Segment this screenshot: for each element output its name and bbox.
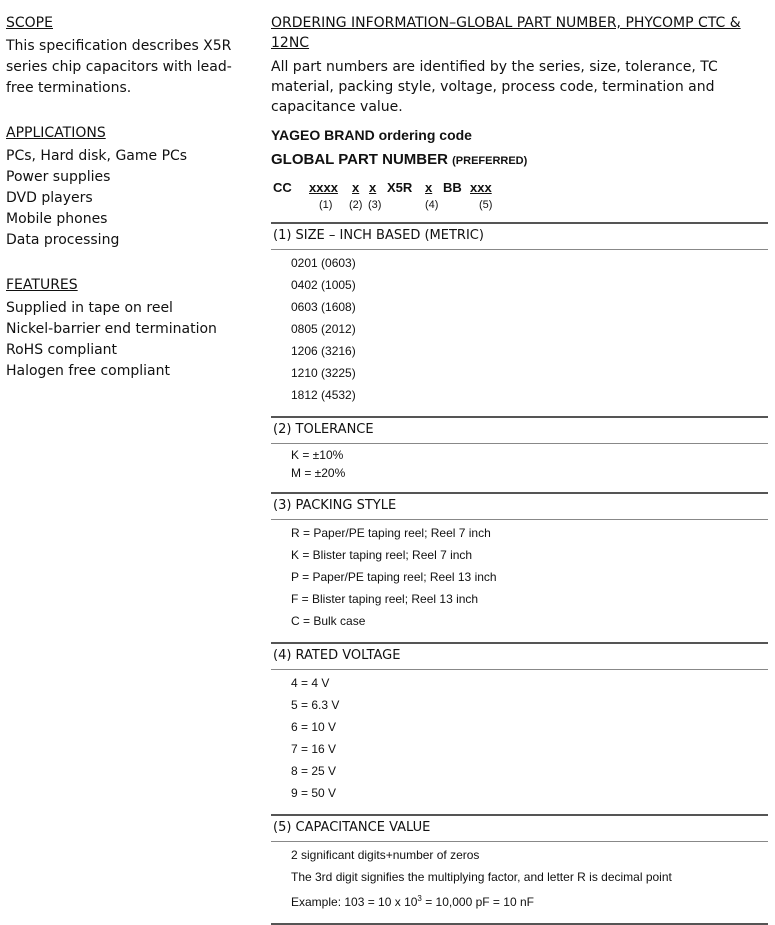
capacitance-item: The 3rd digit signifies the multiplying factor, and letter R is decimal point bbox=[291, 870, 672, 884]
tolerance-section bbox=[271, 416, 768, 492]
tolerance-item: M = ±20% bbox=[291, 466, 346, 480]
code-token-tc-material: X5R bbox=[387, 180, 413, 195]
packing-item: R = Paper/PE taping reel; Reel 7 inch bbox=[291, 526, 491, 540]
global-part-number-heading bbox=[271, 150, 768, 171]
feature-item: Nickel-barrier end termination bbox=[6, 321, 217, 337]
voltage-item: 8 = 25 V bbox=[291, 764, 337, 778]
scope-section bbox=[6, 13, 246, 99]
voltage-list bbox=[271, 669, 768, 814]
example-exponent: 3 bbox=[417, 894, 422, 903]
code-index: (5) bbox=[479, 199, 493, 211]
code-token-size: xxxx bbox=[309, 180, 338, 195]
size-item: 1812 (4532) bbox=[291, 388, 356, 402]
ordering-intro: All part numbers are identified by the series, size, tolerance, TC material, packing style, voltage, process code, termination and capacitance value. bbox=[271, 59, 718, 115]
scope-line: free terminations. bbox=[6, 80, 132, 96]
size-item: 1206 (3216) bbox=[291, 344, 356, 358]
code-token-series: CC bbox=[273, 180, 292, 195]
code-token-voltage: x bbox=[425, 180, 433, 195]
scope-line: series chip capacitors with lead- bbox=[6, 59, 232, 75]
packing-item: F = Blister taping reel; Reel 13 inch bbox=[291, 592, 479, 606]
packing-item: P = Paper/PE taping reel; Reel 13 inch bbox=[291, 570, 497, 584]
voltage-heading: (4) RATED VOLTAGE bbox=[273, 648, 401, 663]
application-item: Mobile phones bbox=[6, 211, 108, 227]
code-index: (3) bbox=[368, 199, 382, 211]
code-token-process: BB bbox=[443, 180, 462, 195]
scope-heading: SCOPE bbox=[6, 15, 53, 31]
brand-ordering-code-label: YAGEO BRAND ordering code bbox=[271, 127, 472, 143]
packing-item: C = Bulk case bbox=[291, 614, 366, 628]
size-item: 0402 (1005) bbox=[291, 278, 356, 292]
capacitance-heading: (5) CAPACITANCE VALUE bbox=[273, 820, 431, 835]
right-column bbox=[271, 13, 768, 925]
features-heading: FEATURES bbox=[6, 277, 78, 293]
packing-heading: (3) PACKING STYLE bbox=[273, 498, 397, 513]
size-item: 0805 (2012) bbox=[291, 322, 356, 336]
example-prefix: Example: 103 = 10 x 10 bbox=[291, 895, 418, 909]
application-item: PCs, Hard disk, Game PCs bbox=[6, 148, 188, 164]
size-heading: (1) SIZE – INCH BASED (METRIC) bbox=[273, 228, 484, 243]
size-item: 0603 (1608) bbox=[291, 300, 356, 314]
scope-line: This specification describes X5R bbox=[6, 38, 232, 54]
capacitance-list bbox=[271, 841, 768, 923]
tolerance-item: K = ±10% bbox=[291, 448, 344, 462]
part-number-code bbox=[271, 180, 768, 218]
application-item: DVD players bbox=[6, 190, 93, 206]
tolerance-heading: (2) TOLERANCE bbox=[273, 422, 374, 437]
ordering-title: ORDERING INFORMATION–GLOBAL PART NUMBER, PHYCOMP CTC & 12NC bbox=[271, 15, 741, 51]
feature-item: Supplied in tape on reel bbox=[6, 300, 173, 316]
packing-list bbox=[271, 519, 768, 642]
size-item: 1210 (3225) bbox=[291, 366, 356, 380]
voltage-section bbox=[271, 642, 768, 814]
voltage-item: 6 = 10 V bbox=[291, 720, 337, 734]
size-item: 0201 (0603) bbox=[291, 256, 356, 270]
applications-section bbox=[6, 123, 246, 251]
example-suffix: = 10,000 pF = 10 nF bbox=[421, 895, 534, 909]
features-section bbox=[6, 275, 246, 382]
gpn-note: (PREFERRED) bbox=[452, 155, 528, 167]
left-column bbox=[6, 13, 246, 406]
code-index: (1) bbox=[319, 199, 333, 211]
capacitance-item: 2 significant digits+number of zeros bbox=[291, 848, 480, 862]
feature-item: RoHS compliant bbox=[6, 342, 118, 358]
size-section bbox=[271, 222, 768, 416]
capacitance-section bbox=[271, 814, 768, 923]
packing-section bbox=[271, 492, 768, 642]
code-token-tolerance: x bbox=[352, 180, 360, 195]
voltage-item: 4 = 4 V bbox=[291, 676, 330, 690]
code-index: (4) bbox=[425, 199, 439, 211]
code-index: (2) bbox=[349, 199, 363, 211]
application-item: Data processing bbox=[6, 232, 120, 248]
packing-item: K = Blister taping reel; Reel 7 inch bbox=[291, 548, 473, 562]
voltage-item: 7 = 16 V bbox=[291, 742, 337, 756]
tolerance-list bbox=[271, 443, 768, 492]
feature-item: Halogen free compliant bbox=[6, 363, 170, 379]
size-list bbox=[271, 249, 768, 416]
code-token-packing: x bbox=[369, 180, 377, 195]
application-item: Power supplies bbox=[6, 169, 111, 185]
code-token-capacitance: xxx bbox=[470, 180, 492, 195]
voltage-item: 9 = 50 V bbox=[291, 786, 337, 800]
voltage-item: 5 = 6.3 V bbox=[291, 698, 340, 712]
gpn-label: GLOBAL PART NUMBER bbox=[271, 151, 448, 168]
applications-heading: APPLICATIONS bbox=[6, 125, 106, 141]
